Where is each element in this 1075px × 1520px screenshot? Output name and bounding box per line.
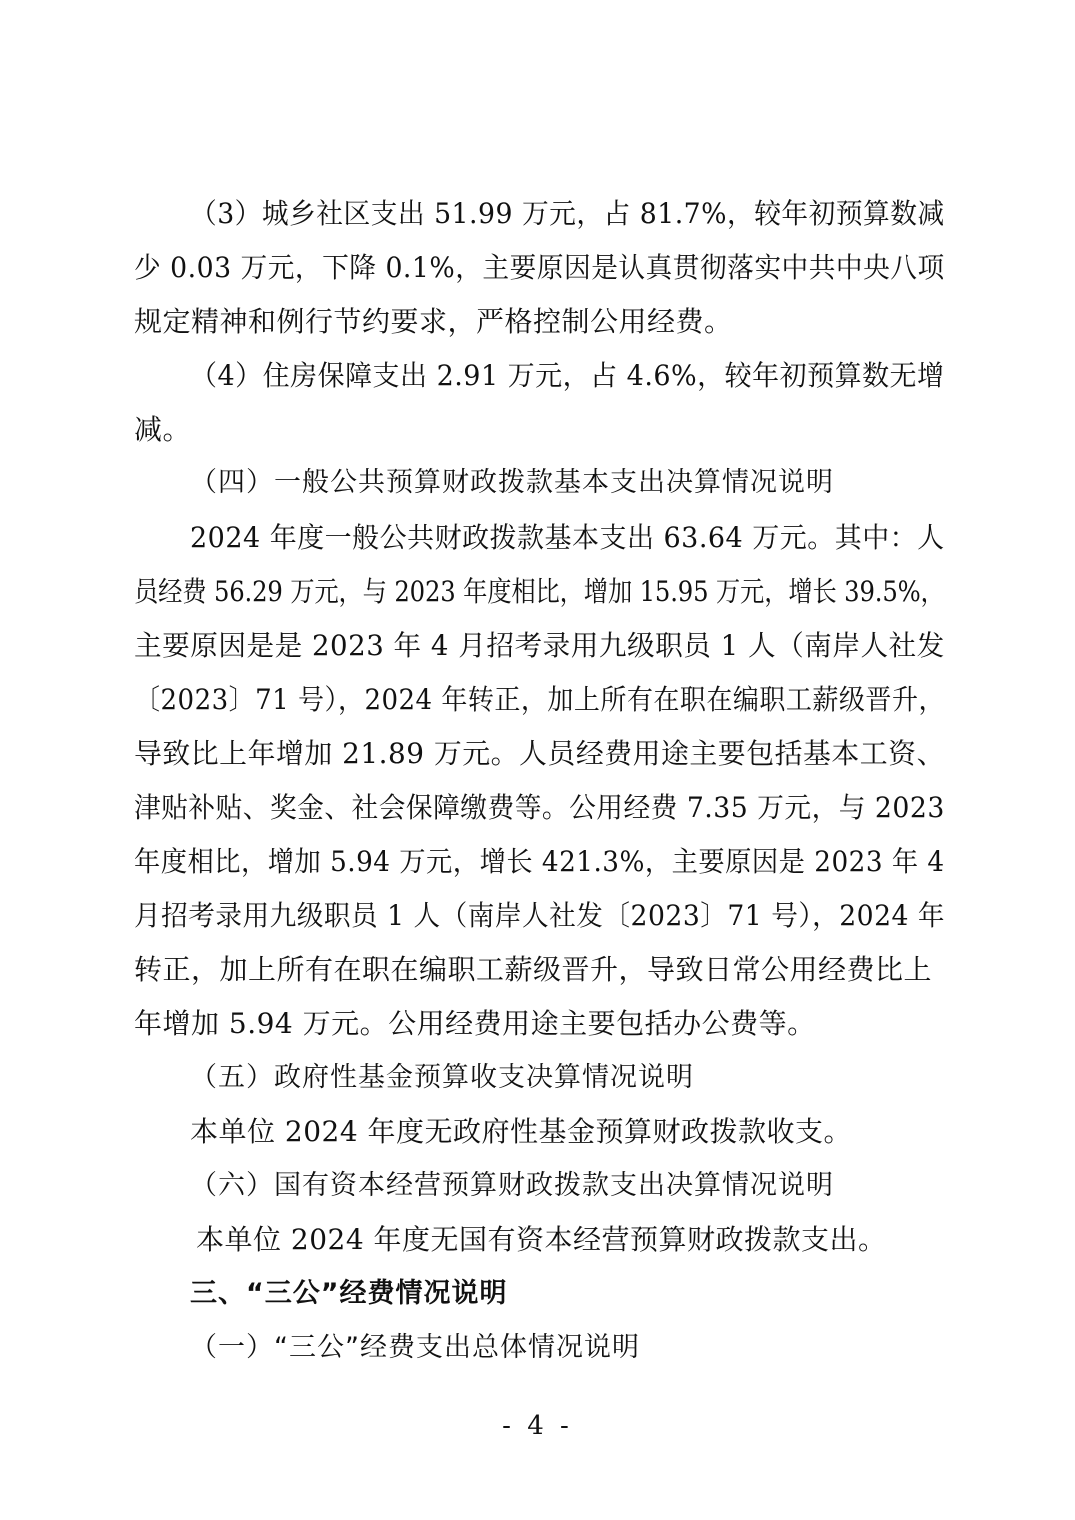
paragraph-line: 导致比上年增加 21.89 万元。人员经费用途主要包括基本工资、	[134, 737, 945, 770]
paragraph-line: 月招考录用九级职员 1 人（南岸人社发〔2023〕71 号），2024 年	[134, 899, 946, 932]
paragraph-line: 规定精神和例行节约要求，严格控制公用经费。	[134, 305, 733, 338]
paragraph-line: 转正，加上所有在职在编职工薪级晋升，导致日常公用经费比上	[134, 953, 933, 986]
section-heading: （四）一般公共预算财政拨款基本支出决算情况说明	[190, 467, 834, 498]
section-heading: （五）政府性基金预算收支决算情况说明	[190, 1062, 694, 1093]
paragraph-line: 年度相比，增加 5.94 万元，增长 421.3%，主要原因是 2023 年 4	[134, 845, 945, 878]
paragraph-line: （3）城乡社区支出 51.99 万元，占 81.7%，较年初预算数减	[190, 197, 945, 230]
paragraph-line: 减。	[134, 413, 192, 446]
paragraph-line: 年增加 5.94 万元。公用经费用途主要包括办公费等。	[134, 1007, 816, 1040]
paragraph-line: 2024 年度一般公共财政拨款基本支出 63.64 万元。其中：人	[190, 521, 945, 554]
paragraph-line: 少 0.03 万元，下降 0.1%，主要原因是认真贯彻落实中共中央八项	[134, 251, 945, 284]
page-number: - 4 -	[502, 1411, 573, 1441]
paragraph-line: 员经费 56.29 万元，与 2023 年度相比，增加 15.95 万元，增长 39.5%，	[134, 575, 945, 608]
section-heading: （一）“三公”经费支出总体情况说明	[190, 1332, 640, 1363]
paragraph-line: （4）住房保障支出 2.91 万元，占 4.6%，较年初预算数无增	[190, 359, 945, 392]
paragraph-line: 津贴补贴、奖金、社会保障缴费等。公用经费 7.35 万元，与 2023	[134, 791, 945, 824]
chapter-heading: 三、“三公”经费情况说明	[190, 1278, 508, 1309]
section-heading: （六）国有资本经营预算财政拨款支出决算情况说明	[190, 1170, 834, 1201]
paragraph-line: 本单位 2024 年度无国有资本经营预算财政拨款支出。	[196, 1223, 887, 1256]
paragraph-line: 主要原因是是 2023 年 4 月招考录用九级职员 1 人（南岸人社发	[134, 629, 945, 662]
paragraph-line: 本单位 2024 年度无政府性基金预算财政拨款收支。	[190, 1115, 853, 1148]
paragraph-line: 〔2023〕71 号），2024 年转正，加上所有在职在编职工薪级晋升，	[134, 683, 945, 716]
